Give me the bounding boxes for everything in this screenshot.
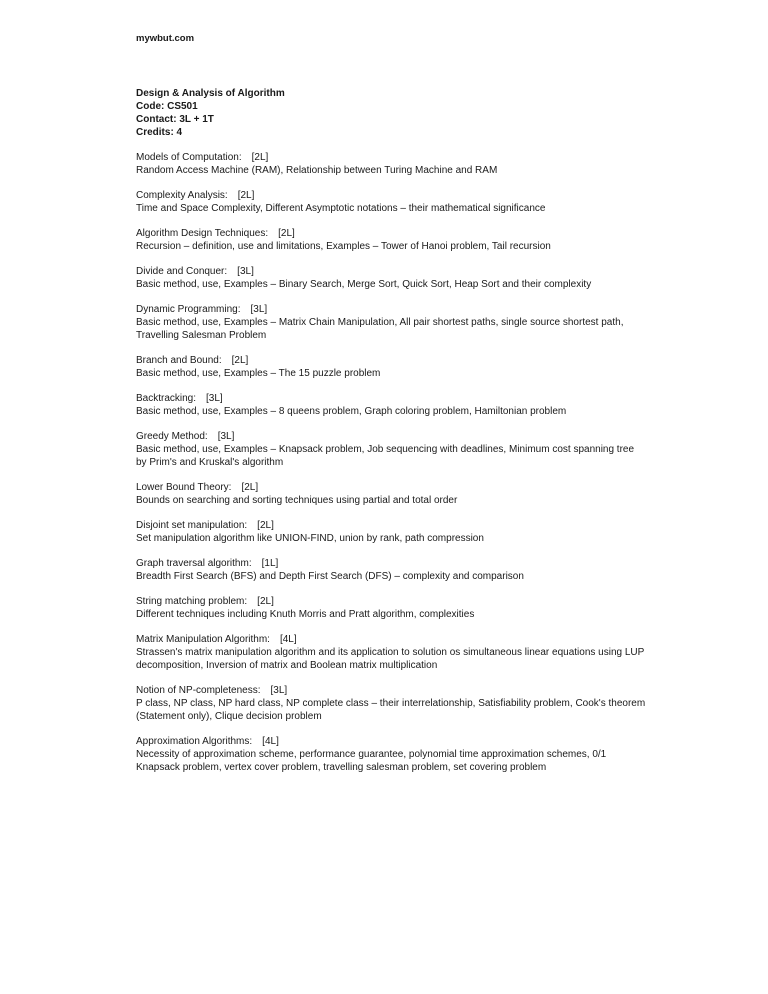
topic-hours: [2L] [241, 482, 259, 493]
topic-heading [136, 189, 646, 202]
topic-description: Time and Space Complexity, Different Asymptotic notations – their mathematical significance [136, 203, 546, 214]
topic-item [136, 265, 646, 291]
topic-description: Set manipulation algorithm like UNION-FIND, union by rank, path compression [136, 533, 484, 544]
topic-hours: [2L] [257, 520, 274, 531]
topic-item [136, 519, 646, 545]
topic-hours: [3L] [217, 431, 235, 442]
topic-item [136, 303, 646, 342]
topic-title: Matrix Manipulation Algorithm: [136, 634, 270, 645]
topic-heading [136, 303, 646, 316]
topic-description: P class, NP class, NP hard class, NP complete class – their interrelationship, Satisfiability problem, Cook's theorem (Statement only), Clique decision problem [136, 698, 646, 722]
topic-heading [136, 151, 646, 164]
topic-description: Basic method, use, Examples – Binary Search, Merge Sort, Quick Sort, Heap Sort and their complexity [136, 279, 592, 290]
topic-title: Greedy Method: [136, 431, 208, 442]
topic-item [136, 354, 646, 380]
course-code: Code: CS501 [136, 101, 198, 112]
topic-hours: [3L] [206, 393, 223, 404]
topic-title: Dynamic Programming: [136, 304, 241, 315]
topic-description: Different techniques including Knuth Morris and Pratt algorithm, complexities [136, 609, 475, 620]
topic-description: Basic method, use, Examples – Knapsack problem, Job sequencing with deadlines, Minimum cost spanning tree by Prim's and Kruskal's algorithm [136, 444, 635, 468]
topic-list [136, 151, 646, 774]
topic-title: String matching problem: [136, 596, 248, 607]
syllabus-page [136, 32, 646, 786]
course-header [136, 87, 646, 139]
topic-hours: [3L] [270, 685, 288, 696]
topic-hours: [2L] [251, 152, 269, 163]
topic-title: Notion of NP-completeness: [136, 685, 261, 696]
topic-hours: [2L] [237, 190, 255, 201]
topic-hours: [4L] [262, 736, 279, 747]
topic-heading [136, 481, 646, 494]
topic-title: Lower Bound Theory: [136, 482, 232, 493]
topic-heading [136, 557, 646, 570]
course-contact: Contact: 3L + 1T [136, 114, 214, 125]
topic-item [136, 392, 646, 418]
topic-hours: [3L] [250, 304, 268, 315]
topic-item [136, 481, 646, 507]
topic-heading [136, 684, 646, 697]
topic-description: Recursion – definition, use and limitations, Examples – Tower of Hanoi problem, Tail recursion [136, 241, 551, 252]
topic-item [136, 735, 646, 774]
topic-description: Necessity of approximation scheme, performance guarantee, polynomial time approximation schemes, 0/1 Knapsack problem, vertex cover problem, travelling salesman problem, set covering problem [136, 749, 607, 773]
topic-heading [136, 227, 646, 240]
topic-hours: [4L] [279, 634, 297, 645]
course-credits: Credits: 4 [136, 127, 183, 138]
topic-title: Approximation Algorithms: [136, 736, 253, 747]
topic-hours: [3L] [237, 266, 254, 277]
topic-heading [136, 633, 646, 646]
topic-heading [136, 735, 646, 748]
topic-item [136, 227, 646, 253]
topic-description: Basic method, use, Examples – Matrix Chain Manipulation, All pair shortest paths, single source shortest path, Travelling Salesman Problem [136, 317, 624, 341]
topic-heading [136, 519, 646, 532]
topic-item [136, 189, 646, 215]
topic-heading [136, 430, 646, 443]
topic-item [136, 430, 646, 469]
topic-item [136, 595, 646, 621]
topic-item [136, 557, 646, 583]
topic-item [136, 151, 646, 177]
topic-description: Basic method, use, Examples – 8 queens problem, Graph coloring problem, Hamiltonian problem [136, 406, 567, 417]
topic-title: Algorithm Design Techniques: [136, 228, 269, 239]
topic-item [136, 633, 646, 672]
topic-hours: [2L] [231, 355, 249, 366]
topic-description: Strassen's matrix manipulation algorithm and its application to solution os simultaneous linear equations using LUP decomposition, Inversion of matrix and Boolean matrix multiplication [136, 647, 645, 671]
topic-hours: [2L] [257, 596, 274, 607]
topic-heading [136, 595, 646, 608]
topic-title: Complexity Analysis: [136, 190, 228, 201]
topic-description: Bounds on searching and sorting techniques using partial and total order [136, 495, 458, 506]
topic-item [136, 684, 646, 723]
topic-title: Graph traversal algorithm: [136, 558, 252, 569]
course-title: Design & Analysis of Algorithm [136, 88, 285, 99]
topic-description: Basic method, use, Examples – The 15 puzzle problem [136, 368, 381, 379]
topic-title: Branch and Bound: [136, 355, 222, 366]
topic-hours: [2L] [278, 228, 295, 239]
topic-title: Backtracking: [136, 393, 197, 404]
site-label: mywbut.com [136, 33, 195, 44]
topic-description: Breadth First Search (BFS) and Depth First Search (DFS) – complexity and comparison [136, 571, 524, 582]
topic-heading [136, 265, 646, 278]
topic-title: Models of Computation: [136, 152, 242, 163]
topic-heading [136, 392, 646, 405]
topic-description: Random Access Machine (RAM), Relationship between Turing Machine and RAM [136, 165, 498, 176]
topic-hours: [1L] [261, 558, 279, 569]
topic-heading [136, 354, 646, 367]
topic-title: Disjoint set manipulation: [136, 520, 248, 531]
topic-title: Divide and Conquer: [136, 266, 228, 277]
